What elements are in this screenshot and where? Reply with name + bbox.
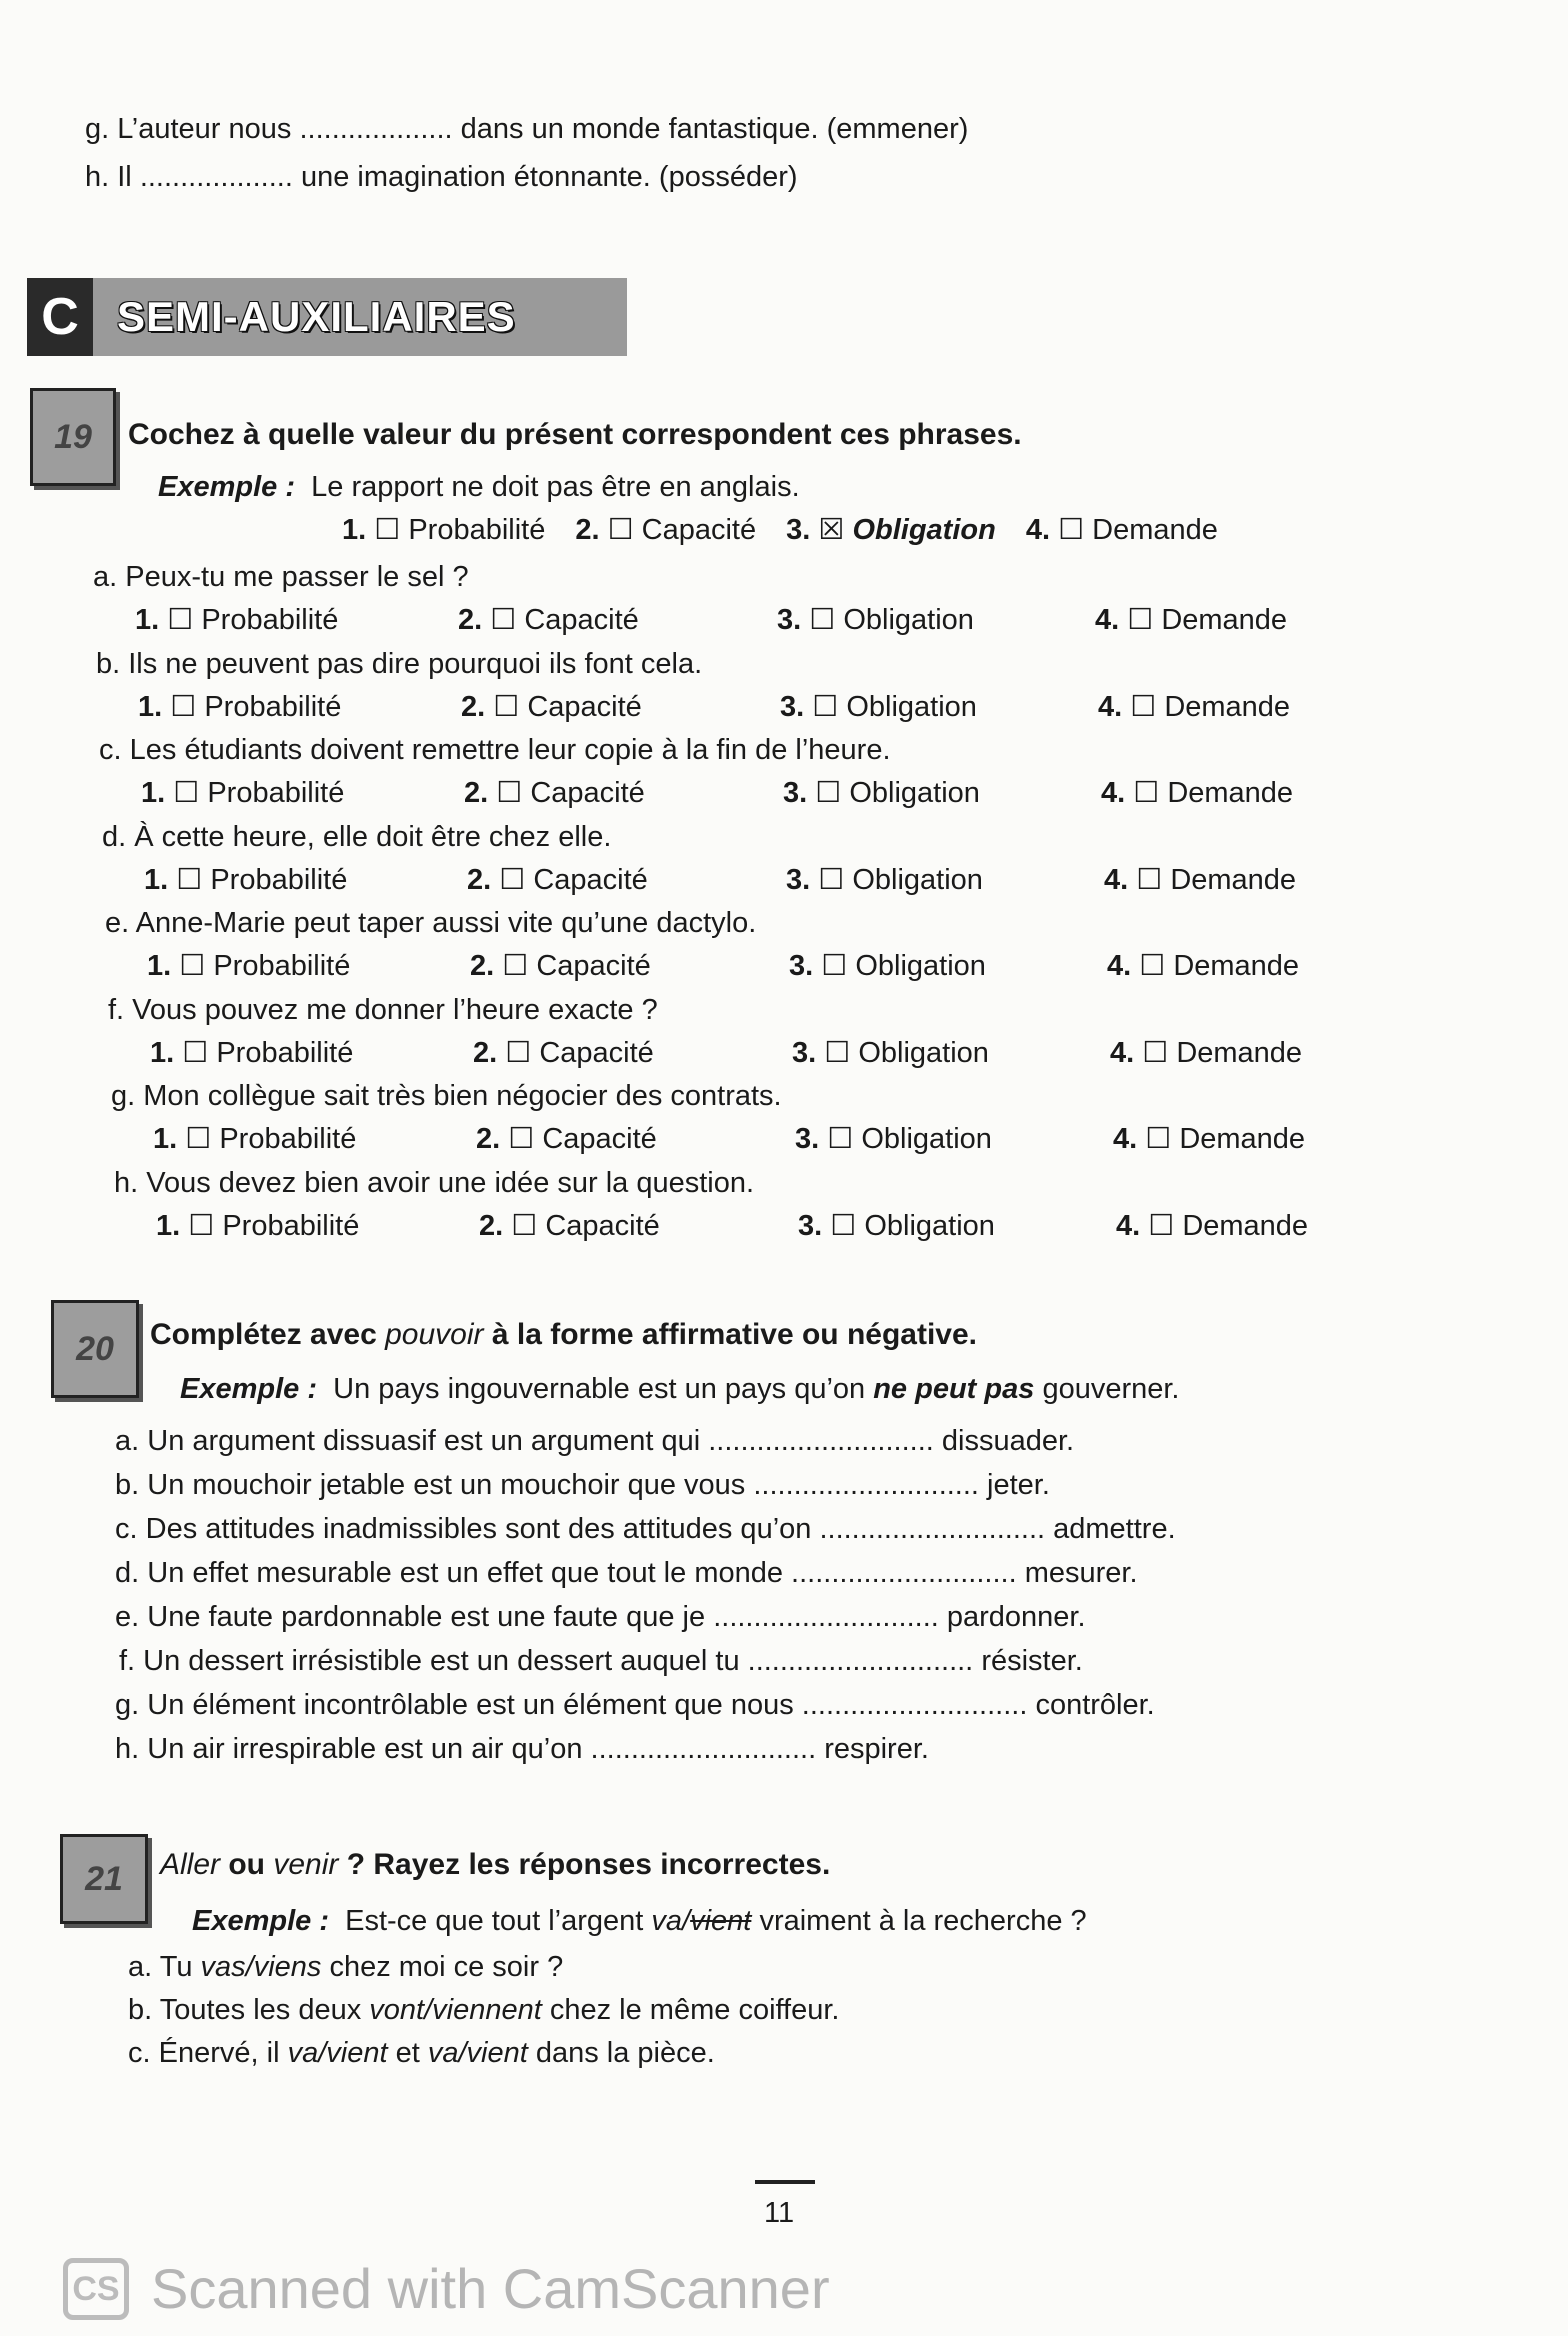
option-demande[interactable] <box>1116 1209 1308 1243</box>
item-sentence: Vous pouvez me donner l’heure exacte ? <box>132 993 658 1026</box>
ex19-item-e <box>105 906 756 940</box>
checkbox-icon[interactable]: ☐ <box>167 604 202 636</box>
option-capacité[interactable] <box>476 1122 657 1156</box>
option-label: Capacité <box>524 604 639 636</box>
option-number: 1. <box>153 1123 186 1155</box>
option-label: Demande <box>1176 1036 1303 1069</box>
item-text: Un élément incontrôlable est un élément que nous <box>147 1689 802 1721</box>
option-label: Demande <box>1173 950 1300 982</box>
ex20-item-b <box>115 1468 1050 1502</box>
ex19-item-b <box>96 647 702 681</box>
verb-choice[interactable]: vas/viens <box>200 1951 322 1983</box>
example-sentence: Le rapport ne doit pas être en anglais. <box>311 471 800 503</box>
option-label: Probabilité <box>222 1209 360 1242</box>
checkbox-icon[interactable]: ☐ <box>824 1036 859 1069</box>
option-label: Obligation <box>846 690 977 723</box>
ex20-item-f <box>119 1644 1083 1678</box>
item-sentence: Anne-Marie peut taper aussi vite qu’une dactylo. <box>135 907 757 939</box>
section-letter: C <box>27 278 93 356</box>
option-capacité[interactable] <box>464 776 645 810</box>
answer-blank[interactable]: ............................ <box>713 1601 947 1633</box>
option-label: Obligation <box>864 1209 995 1242</box>
section-title: SEMI-AUXILIAIRES <box>93 278 627 356</box>
instruction-verb: pouvoir <box>385 1318 484 1351</box>
option-label: Capacité <box>527 690 642 723</box>
option-label: Demande <box>1182 1209 1309 1242</box>
checkbox-icon[interactable]: ☐ <box>1136 863 1171 896</box>
checkbox-icon[interactable]: ☐ <box>170 690 205 723</box>
option-number: 4. <box>1113 1123 1146 1155</box>
checkbox-icon[interactable]: ☐ <box>179 950 214 982</box>
exercise-number-19: 19 <box>30 388 116 486</box>
checkbox-icon[interactable]: ☐ <box>1130 690 1165 723</box>
option-label: Demande <box>1161 604 1288 636</box>
item-letter: a. <box>128 1951 160 1983</box>
ex19-item-d <box>102 820 611 854</box>
checkbox-icon[interactable]: ☐ <box>1058 514 1093 546</box>
example-text: gouverner. <box>1042 1373 1180 1405</box>
option-obligation[interactable] <box>780 690 977 724</box>
option-obligation[interactable] <box>786 514 996 546</box>
instruction-text: ? Rayez les réponses incorrectes. <box>346 1848 831 1881</box>
option-label: Probabilité <box>408 514 546 546</box>
option-label: Capacité <box>545 1209 660 1242</box>
answer-blank[interactable]: ............................ <box>590 1733 825 1765</box>
option-number: 3. <box>786 863 819 896</box>
ex19-item-f <box>108 993 658 1027</box>
checkbox-icon[interactable]: ☐ <box>508 1123 543 1155</box>
option-obligation[interactable] <box>786 863 983 897</box>
option-number: 4. <box>1095 604 1128 636</box>
option-number: 1. <box>138 690 171 723</box>
ex20-item-c <box>115 1512 1176 1546</box>
answer-blank[interactable]: ................... <box>139 161 293 193</box>
item-letter: a. <box>115 1425 148 1457</box>
item-letter: h. <box>115 1733 148 1765</box>
option-number: 1. <box>342 514 375 546</box>
option-number: 2. <box>464 777 497 809</box>
option-obligation[interactable] <box>792 1036 989 1070</box>
item-text: Un mouchoir jetable est un mouchoir que vous <box>147 1469 754 1501</box>
item-text: dissuader. <box>941 1425 1075 1457</box>
option-number: 2. <box>476 1123 509 1155</box>
option-number: 1. <box>135 604 168 636</box>
checkbox-icon[interactable]: ☐ <box>1139 950 1174 982</box>
checkbox-icon[interactable]: ☐ <box>1127 604 1162 636</box>
camscanner-logo-icon: CS <box>63 2258 129 2320</box>
item-letter: c. <box>99 734 130 766</box>
instruction-text: ou <box>228 1848 266 1881</box>
option-label: Probabilité <box>219 1123 357 1155</box>
item-letter: c. <box>128 2037 159 2069</box>
item-text: Énervé, il <box>158 2037 288 2069</box>
option-number: 4. <box>1101 777 1134 809</box>
item-letter: b. <box>96 647 129 680</box>
option-number: 2. <box>458 604 491 636</box>
option-number: 4. <box>1104 863 1137 896</box>
option-label: Probabilité <box>213 950 351 982</box>
option-capacité[interactable] <box>479 1209 660 1243</box>
item-letter: f. <box>119 1645 144 1677</box>
checkbox-icon[interactable]: ☐ <box>374 514 409 546</box>
ex20-item-a <box>115 1424 1074 1458</box>
option-demande[interactable] <box>1104 863 1296 897</box>
item-letter: b. <box>128 1994 160 2026</box>
checkbox-icon[interactable]: ☐ <box>493 690 528 723</box>
option-probabilité[interactable] <box>342 514 545 546</box>
example-text: vraiment à la recherche ? <box>759 1905 1087 1937</box>
option-number: 3. <box>783 777 816 809</box>
option-number: 4. <box>1098 690 1131 723</box>
answer-blank[interactable]: ............................ <box>747 1645 982 1677</box>
answer-blank[interactable]: ................... <box>299 113 453 145</box>
option-number: 2. <box>467 863 500 896</box>
option-number: 3. <box>798 1209 831 1242</box>
option-demande[interactable] <box>1110 1036 1302 1070</box>
ex19-example <box>158 470 800 504</box>
item-text: une imagination étonnante. (posséder) <box>300 161 798 193</box>
item-letter: e. <box>105 907 136 939</box>
option-capacité[interactable] <box>467 863 648 897</box>
verb-choice[interactable]: vont/viennent <box>369 1994 542 2026</box>
option-number: 2. <box>461 690 494 723</box>
checkbox-icon[interactable]: ☐ <box>830 1209 865 1242</box>
checkbox-icon[interactable]: ☐ <box>607 514 642 546</box>
answer-blank[interactable]: ............................ <box>708 1425 942 1457</box>
ex20-example <box>180 1372 1179 1406</box>
checkbox-icon[interactable]: ☐ <box>176 863 211 896</box>
checkbox-icon[interactable]: ☐ <box>188 1209 223 1242</box>
option-label: Obligation <box>852 863 983 896</box>
checkbox-icon[interactable]: ☐ <box>502 950 537 982</box>
ex19-example-options <box>342 513 1218 547</box>
item-text: dans la pièce. <box>527 2037 715 2069</box>
checkbox-icon[interactable]: ☐ <box>1145 1123 1180 1155</box>
watermark-text: Scanned with CamScanner <box>151 2257 830 2320</box>
checkbox-icon[interactable]: ☐ <box>821 950 856 982</box>
option-number: 4. <box>1025 514 1059 546</box>
camscanner-watermark <box>63 2256 830 2322</box>
item-letter: g. <box>115 1689 148 1721</box>
option-number: 3. <box>792 1036 825 1069</box>
option-label: Capacité <box>533 863 648 896</box>
checkbox-icon[interactable]: ☐ <box>505 1036 540 1069</box>
checkbox-icon[interactable]: ☐ <box>809 604 844 636</box>
checkbox-icon[interactable]: ☐ <box>499 863 534 896</box>
instruction-text: Complétez avec <box>150 1318 377 1351</box>
example-answer: ne peut pas <box>873 1373 1035 1405</box>
section-banner <box>27 278 627 356</box>
option-capacité[interactable] <box>461 690 642 724</box>
item-text: Des attitudes inadmissibles sont des attitudes qu’on <box>145 1513 820 1545</box>
checkbox-icon[interactable]: ☐ <box>185 1123 220 1155</box>
item-text: et <box>387 2037 428 2069</box>
ex20-instruction <box>150 1318 977 1352</box>
item-text: chez moi ce soir ? <box>321 1951 564 1983</box>
checkbox-icon[interactable]: ☐ <box>827 1123 862 1155</box>
option-number: 4. <box>1110 1036 1143 1069</box>
option-demande[interactable] <box>1098 690 1290 724</box>
option-label: Obligation <box>843 604 974 636</box>
exercise-number-21: 21 <box>60 1834 148 1924</box>
option-number: 3. <box>789 950 822 982</box>
item-letter: d. <box>102 820 135 853</box>
item-letter: d. <box>115 1557 148 1589</box>
option-capacité[interactable] <box>473 1036 654 1070</box>
checkbox-icon[interactable]: ☐ <box>496 777 531 809</box>
option-label: Obligation <box>861 1123 992 1155</box>
option-probabilité[interactable] <box>147 949 350 983</box>
option-label: Obligation <box>849 777 980 809</box>
item-sentence: Vous devez bien avoir une idée sur la question. <box>146 1166 755 1199</box>
option-probabilité[interactable] <box>144 863 347 897</box>
option-label: Probabilité <box>207 777 345 809</box>
option-label: Capacité <box>530 777 645 809</box>
option-probabilité[interactable] <box>150 1036 353 1070</box>
option-capacité[interactable] <box>470 949 651 983</box>
option-obligation[interactable] <box>798 1209 995 1243</box>
ex19-instruction: Cochez à quelle valeur du présent correspondent ces phrases. <box>128 418 1022 451</box>
example-label: Exemple : <box>180 1373 317 1405</box>
option-number: 1. <box>156 1209 189 1242</box>
ex20-item-g <box>115 1688 1155 1722</box>
item-text: mesurer. <box>1024 1557 1138 1589</box>
option-number: 1. <box>147 950 180 982</box>
previous-item-g <box>85 112 968 146</box>
option-label: Probabilité <box>204 690 342 723</box>
ex19-item-g <box>111 1079 782 1113</box>
option-obligation[interactable] <box>783 776 980 810</box>
item-text: Tu <box>159 1951 201 1983</box>
item-text: L’auteur nous <box>117 113 292 145</box>
ex21-item-c <box>128 2036 715 2070</box>
item-letter: h. <box>85 161 110 193</box>
option-number: 2. <box>575 514 608 546</box>
ex21-example <box>192 1904 1087 1938</box>
ex21-item-a <box>128 1950 563 1984</box>
ex20-item-d <box>115 1556 1138 1590</box>
item-letter: f. <box>108 993 133 1026</box>
option-label: Demande <box>1179 1123 1306 1155</box>
example-text: Un pays ingouvernable est un pays qu’on <box>333 1373 866 1405</box>
option-number: 2. <box>470 950 503 982</box>
option-probabilité[interactable] <box>156 1209 359 1243</box>
item-text: Un argument dissuasif est un argument qui <box>147 1425 709 1457</box>
option-number: 2. <box>473 1036 506 1069</box>
option-label: Obligation <box>855 950 986 982</box>
ex19-item-a <box>93 560 469 594</box>
item-text: Une faute pardonnable est une faute que je <box>147 1601 714 1633</box>
answer-blank[interactable]: ............................ <box>801 1689 1036 1721</box>
checkbox-icon[interactable]: ☐ <box>1142 1036 1177 1069</box>
option-number: 1. <box>150 1036 183 1069</box>
option-number: 2. <box>479 1209 512 1242</box>
option-label: Probabilité <box>201 604 339 636</box>
option-number: 3. <box>777 604 810 636</box>
ex21-item-b <box>128 1993 839 2027</box>
option-number: 4. <box>1116 1209 1149 1242</box>
item-sentence: Les étudiants doivent remettre leur copie à la fin de l’heure. <box>129 734 891 766</box>
item-text: Il <box>117 161 132 193</box>
example-label: Exemple : <box>158 471 295 503</box>
checkbox-icon[interactable]: ☐ <box>1133 777 1168 809</box>
option-label: Probabilité <box>216 1036 354 1069</box>
answer-blank[interactable]: ............................ <box>753 1469 988 1501</box>
item-text: Un air irrespirable est un air qu’on <box>147 1733 591 1765</box>
option-probabilité[interactable] <box>135 603 338 637</box>
option-probabilité[interactable] <box>141 776 344 810</box>
option-demande[interactable] <box>1095 603 1287 637</box>
ex19-item-h <box>114 1166 754 1200</box>
previous-item-h <box>85 160 798 194</box>
ex20-item-e <box>115 1600 1086 1634</box>
option-label: Obligation <box>858 1036 989 1069</box>
option-obligation[interactable] <box>789 949 986 983</box>
example-label: Exemple : <box>192 1905 329 1937</box>
item-sentence: À cette heure, elle doit être chez elle. <box>134 820 612 853</box>
option-label: Obligation <box>852 514 996 546</box>
page-number-rule <box>755 2180 815 2184</box>
option-label: Capacité <box>542 1123 657 1155</box>
item-text: résister. <box>981 1645 1083 1677</box>
checkbox-icon[interactable]: ☐ <box>1148 1209 1183 1242</box>
answer-blank[interactable]: ............................ <box>791 1557 1025 1589</box>
option-obligation[interactable] <box>777 603 974 637</box>
checkbox-icon[interactable]: ☐ <box>815 777 850 809</box>
checked-box-icon[interactable]: ☒ <box>818 514 853 546</box>
option-label: Capacité <box>641 514 757 546</box>
item-text: contrôler. <box>1035 1689 1155 1721</box>
checkbox-icon[interactable]: ☐ <box>490 604 525 636</box>
item-text: pardonner. <box>946 1601 1086 1633</box>
option-label: Demande <box>1092 514 1218 546</box>
item-letter: c. <box>115 1513 146 1545</box>
ex20-item-h <box>115 1732 929 1766</box>
item-letter: e. <box>115 1601 148 1633</box>
instruction-text: à la forme affirmative ou négative. <box>491 1318 978 1351</box>
option-label: Probabilité <box>210 863 348 896</box>
instruction-verb: Aller <box>160 1848 221 1881</box>
option-label: Capacité <box>536 950 651 982</box>
item-letter: b. <box>115 1469 148 1501</box>
item-letter: h. <box>114 1166 147 1199</box>
ex21-instruction <box>160 1848 830 1882</box>
item-letter: g. <box>111 1080 144 1112</box>
checkbox-icon[interactable]: ☐ <box>182 1036 217 1069</box>
ex19-item-c <box>99 733 891 767</box>
option-number: 4. <box>1107 950 1140 982</box>
example-text: Est-ce que tout l’argent <box>345 1905 644 1937</box>
option-demande[interactable] <box>1026 514 1218 546</box>
checkbox-icon[interactable]: ☐ <box>818 863 853 896</box>
option-number: 1. <box>141 777 174 809</box>
option-demande[interactable] <box>1113 1122 1305 1156</box>
option-demande[interactable] <box>1107 949 1299 983</box>
checkbox-icon[interactable]: ☐ <box>511 1209 546 1242</box>
item-sentence: Mon collègue sait très bien négocier des contrats. <box>143 1080 782 1112</box>
option-label: Demande <box>1164 690 1291 723</box>
answer-blank[interactable]: ............................ <box>819 1513 1054 1545</box>
option-capacité[interactable] <box>458 603 639 637</box>
item-sentence: Peux-tu me passer le sel ? <box>125 561 469 593</box>
option-label: Capacité <box>539 1036 654 1069</box>
item-text: dans un monde fantastique. (emmener) <box>460 113 969 145</box>
page-number: 11 <box>764 2197 795 2229</box>
exercise-number-20: 20 <box>51 1300 139 1398</box>
item-letter: g. <box>85 113 110 145</box>
option-probabilité[interactable] <box>138 690 341 724</box>
item-text: chez le même coiffeur. <box>541 1994 840 2026</box>
item-sentence: Ils ne peuvent pas dire pourquoi ils font cela. <box>128 647 703 680</box>
option-number: 3. <box>780 690 813 723</box>
item-text: Toutes les deux <box>159 1994 370 2026</box>
verb-choice[interactable]: va/vient <box>287 2037 388 2069</box>
item-text: respirer. <box>824 1733 929 1765</box>
option-probabilité[interactable] <box>153 1122 356 1156</box>
verb-choice[interactable]: va/vient <box>427 2037 528 2069</box>
option-number: 1. <box>144 863 177 896</box>
item-text: admettre. <box>1053 1513 1176 1545</box>
item-text: Un effet mesurable est un effet que tout le monde <box>147 1557 792 1589</box>
item-text: Un dessert irrésistible est un dessert auquel tu <box>143 1645 748 1677</box>
item-text: jeter. <box>987 1469 1050 1501</box>
option-label: Demande <box>1170 863 1297 896</box>
option-demande[interactable] <box>1101 776 1293 810</box>
checkbox-icon[interactable]: ☐ <box>812 690 847 723</box>
option-number: 3. <box>786 514 819 546</box>
option-obligation[interactable] <box>795 1122 992 1156</box>
option-number: 3. <box>795 1123 828 1155</box>
checkbox-icon[interactable]: ☐ <box>173 777 208 809</box>
option-capacité[interactable] <box>575 514 756 546</box>
option-label: Demande <box>1167 777 1294 809</box>
instruction-verb: venir <box>273 1848 339 1881</box>
item-letter: a. <box>93 561 126 593</box>
example-struck-verb: vient <box>690 1905 752 1937</box>
example-kept-verb: va/ <box>651 1905 691 1937</box>
